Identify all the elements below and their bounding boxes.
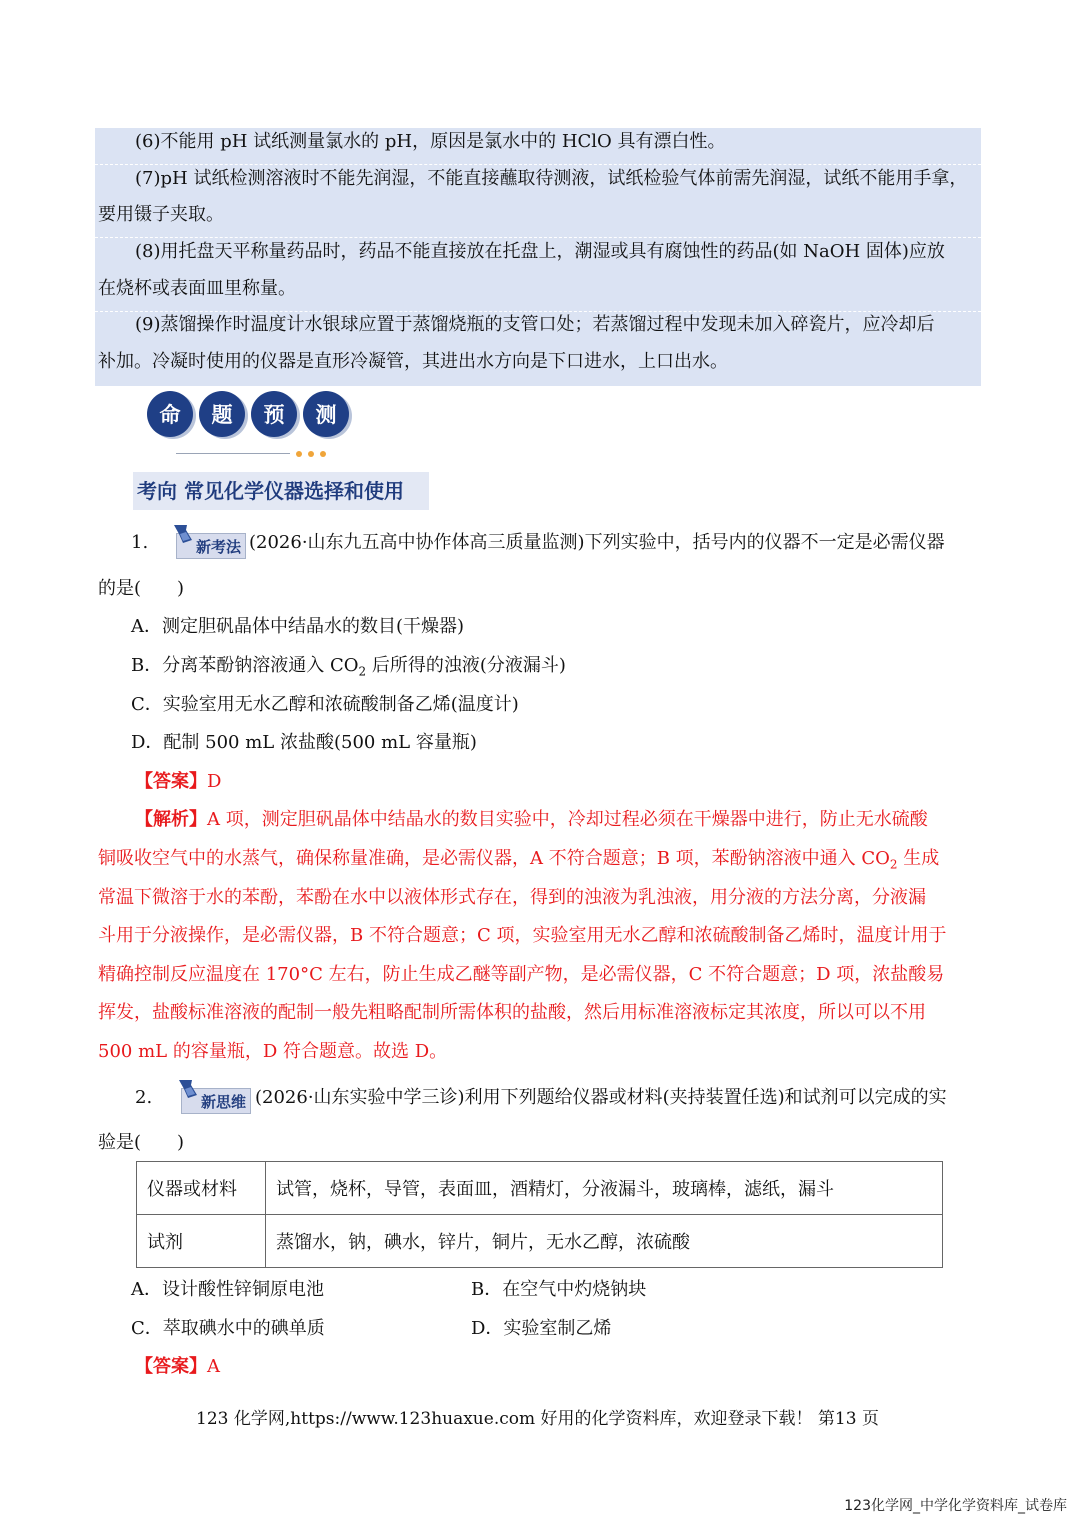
option-a: A．测定胆矾晶体中结晶水的数目(干燥器): [131, 616, 465, 637]
option-b: B．在空气中灼烧钠块: [471, 1279, 647, 1300]
prediction-badge: 预: [251, 391, 297, 437]
option-d: D．实验室制乙烯: [471, 1318, 612, 1339]
note-item-9: (9)蒸馏操作时温度计水银球应置于蒸馏烧瓶的支管口处；若蒸馏过程中发现未加入碎瓷片，应冷却后: [135, 314, 935, 335]
question-stem: (2026·山东九五高中协作体高三质量监测)下列实验中，括号内的仪器不一定是必需仪器: [249, 532, 945, 553]
analysis-line: 常温下微溶于水的苯酚，苯酚在水中以液体形式存在，得到的浊液为乳浊液，用分液的方法分离，分液漏: [98, 887, 926, 908]
section-heading: 考向 常见化学仪器选择和使用: [133, 472, 429, 510]
table-row: [137, 1162, 943, 1215]
dot-icon: [320, 451, 326, 457]
note-item-6: (6)不能用 pH 试纸测量氯水的 pH，原因是氯水中的 HClO 具有漂白性。: [135, 131, 726, 152]
table-cell: 试管，烧杯，导管，表面皿，酒精灯，分液漏斗，玻璃棒，滤纸，漏斗: [266, 1162, 943, 1215]
table-cell: 仪器或材料: [137, 1162, 266, 1215]
note-divider: [95, 164, 981, 165]
dot-icon: [308, 451, 314, 457]
question-number: 2.: [135, 1087, 153, 1108]
analysis-line: 500 mL 的容量瓶，D 符合题意。故选 D。: [98, 1041, 448, 1062]
prediction-badge: 命: [147, 391, 193, 437]
note-item-8-cont: 在烧杯或表面皿里称量。: [98, 278, 296, 299]
flask-icon: [176, 1077, 202, 1101]
analysis-line: 铜吸收空气中的水蒸气，确保称量准确，是必需仪器，A 不符合题意；B 项，苯酚钠溶液中通入 $CO_2$ 生成: [98, 848, 940, 872]
answer: 【答案】A: [135, 1356, 220, 1377]
question-tag-label: 新考法: [196, 538, 242, 556]
option-c: C．萃取碘水中的碘单质: [131, 1318, 325, 1339]
badge-underline: [176, 453, 290, 454]
dot-icon: [296, 451, 302, 457]
analysis-line: 精确控制反应温度在 170°C 左右，防止生成乙醚等副产物，是必需仪器，C 不符合题意；D 项，浓盐酸易: [98, 964, 945, 985]
page-footer: 123 化学网,https://www.123huaxue.com 好用的化学资料库，欢迎登录下载！ 第13 页: [196, 1409, 879, 1429]
option-d: D．配制 500 mL 浓盐酸(500 mL 容量瓶): [131, 732, 477, 753]
analysis-line: 【解析】A 项，测定胆矾晶体中结晶水的数目实验中，冷却过程必须在干燥器中进行，防止无水硫酸: [135, 809, 928, 830]
watermark: 123化学网_中学化学资料库_试卷库: [844, 1498, 1067, 1514]
question-stem-cont: 的是( ): [98, 578, 185, 599]
analysis-line: 斗用于分液操作，是必需仪器，B 不符合题意；C 项，实验室用无水乙醇和浓硫酸制备乙烯时，温度计用于: [98, 925, 947, 946]
note-divider: [95, 237, 981, 238]
materials-table: [136, 1161, 943, 1268]
note-item-8: (8)用托盘天平称量药品时，药品不能直接放在托盘上，潮湿或具有腐蚀性的药品(如 NaOH 固体)应放: [135, 241, 945, 262]
note-divider: [95, 311, 981, 312]
note-item-7-cont: 要用镊子夹取。: [98, 204, 224, 225]
question-stem: (2026·山东实验中学三诊)利用下列题给仪器或材料(夹持装置任选)和试剂可以完成的实: [255, 1087, 947, 1108]
table-row: [137, 1215, 943, 1268]
table-cell: 试剂: [137, 1215, 266, 1268]
flask-icon: [171, 522, 197, 546]
question-stem-cont: 验是( ): [98, 1132, 185, 1153]
analysis-line: 挥发，盐酸标准溶液的配制一般先粗略配制所需体积的盐酸，然后用标准溶液标定其浓度，所以可以不用: [98, 1002, 926, 1023]
question-number: 1.: [131, 532, 149, 553]
question-tag-label: 新思维: [201, 1093, 247, 1111]
option-c: C．实验室用无水乙醇和浓硫酸制备乙烯(温度计): [131, 694, 519, 715]
option-b: B．分离苯酚钠溶液通入 $CO_2$ 后所得的浊液(分液漏斗): [131, 655, 566, 679]
prediction-badge: 测: [303, 391, 349, 437]
table-cell: 蒸馏水，钠，碘水，锌片，铜片，无水乙醇，浓硫酸: [266, 1215, 943, 1268]
option-a: A．设计酸性锌铜原电池: [131, 1279, 324, 1300]
note-item-9-cont: 补加。冷凝时使用的仪器是直形冷凝管，其进出水方向是下口进水，上口出水。: [98, 351, 728, 372]
prediction-badge: 题: [199, 391, 245, 437]
note-item-7: (7)pH 试纸检测溶液时不能先润湿，不能直接蘸取待测液，试纸检验气体前需先润湿，试纸不能用手拿，: [135, 168, 968, 189]
answer: 【答案】D: [135, 771, 222, 792]
question-tag: [181, 1088, 251, 1114]
question-tag: [176, 533, 246, 559]
